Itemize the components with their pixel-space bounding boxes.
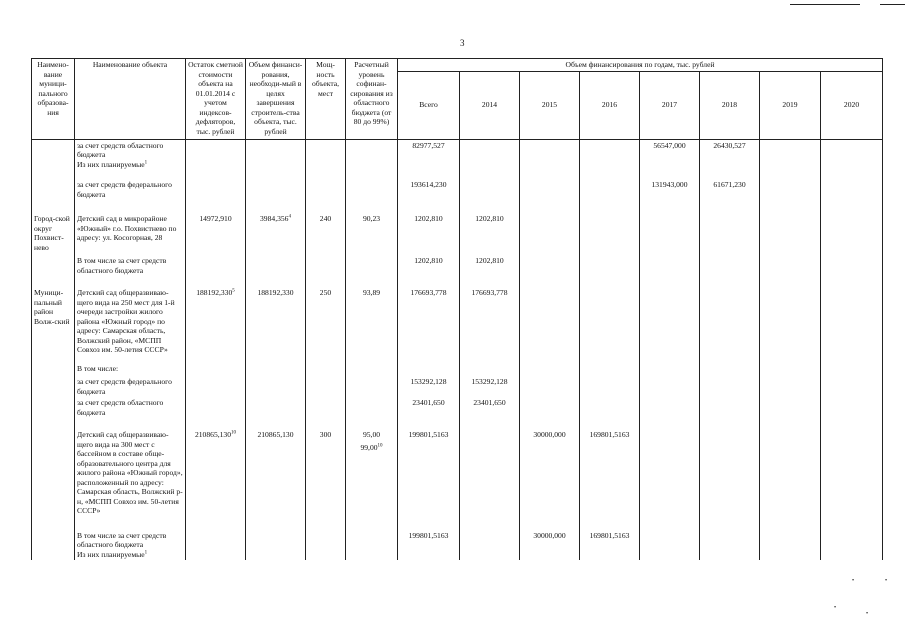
year-cell-2016 — [580, 356, 640, 375]
year-cell-2017 — [640, 517, 700, 561]
cofinancing-level-text: 93,89 — [362, 288, 381, 297]
municipality-cell — [32, 200, 75, 253]
year-cell-2016 — [580, 276, 640, 356]
municipality-cell-text: Муници-пальный район Волж-ский — [34, 288, 70, 326]
financing-volume-text: 210865,130 — [257, 430, 294, 439]
object-name-text: Детский сад общеразвиваю-щего вида на 300 мест с бассейном в составе обще-образовательного центра для жилого района «Южный город», расположенный по адресу: Самарская область, Волжский р-н, «МСПП Совхоз им. 50-летия СССР» — [77, 430, 183, 515]
object-name-text: за счет средств федерального бюджета — [77, 377, 172, 396]
year-cell-2014 — [460, 356, 520, 375]
top-rule-2 — [880, 4, 905, 5]
financing-volume-cell — [246, 200, 306, 253]
remaining-cost-text: 14972,910 — [199, 214, 232, 223]
header-by-years: Объем финансирования по годам, тыс. рублей — [398, 59, 883, 72]
total-cell — [398, 517, 460, 561]
remaining-cost-cell — [186, 200, 246, 253]
year-cell-2020 — [821, 356, 883, 375]
year-cell-2015 — [520, 253, 580, 276]
header-year: 2020 — [821, 71, 883, 139]
year-cell-2017 — [640, 170, 700, 200]
year-cell-2015-text: 30000,000 — [533, 530, 566, 540]
cofinancing-level-cell — [346, 253, 398, 276]
year-cell-2017 — [640, 276, 700, 356]
municipality-cell — [32, 356, 75, 375]
year-cell-2019 — [760, 276, 821, 356]
footnote-mark: 10 — [377, 442, 383, 448]
cofinancing-level-text: 95,00 — [362, 430, 381, 439]
header-capacity: Мощ-ность объекта, мест — [306, 59, 346, 140]
remaining-cost-cell — [186, 517, 246, 561]
planned-note: Из них планируемые — [77, 549, 145, 559]
total-cell-text: 23401,650 — [412, 398, 445, 407]
cofinancing-level-cell — [346, 170, 398, 200]
year-cell-2016-text: 169801,5163 — [589, 430, 630, 439]
header-year: 2014 — [460, 71, 520, 139]
capacity-cell-text: 300 — [319, 430, 332, 439]
object-name-text: Детский сад общеразвиваю-щего вида на 250 мест для 1-й очереди застройки жилого района «Южный город» по адресу: Самарская область, Волжский район, «МСПП Совхоз им. 50-летия СССР» — [77, 288, 175, 354]
cofinancing-level-alt — [348, 443, 395, 453]
object-name-cell — [75, 374, 186, 397]
year-cell-2019 — [760, 170, 821, 200]
year-cell-2016 — [580, 253, 640, 276]
cofinancing-level-cell — [346, 418, 398, 517]
total-cell-text: 1202,810 — [414, 214, 443, 223]
year-cell-2019 — [760, 356, 821, 375]
year-cell-2015-text: 30000,000 — [533, 430, 566, 439]
municipality-cell — [32, 374, 75, 397]
capacity-cell — [306, 139, 346, 170]
year-cell-2014 — [460, 374, 520, 397]
header-year: 2017 — [640, 71, 700, 139]
year-cell-2014 — [460, 418, 520, 517]
year-cell-2020 — [821, 200, 883, 253]
municipality-cell-text: Город-ской округ Похвист-нево — [34, 214, 70, 252]
header-year: 2018 — [700, 71, 760, 139]
year-cell-2014 — [460, 517, 520, 561]
year-cell-2014-text: 176693,778 — [471, 288, 508, 297]
cofinancing-level-cell — [346, 200, 398, 253]
year-cell-2014-text: 1202,810 — [475, 256, 504, 265]
financing-volume-cell — [246, 374, 306, 397]
year-cell-2014-text: 153292,128 — [471, 377, 508, 386]
year-cell-2017 — [640, 356, 700, 375]
object-name-text: В том числе за счет средств областного бюджета — [77, 256, 167, 275]
capacity-cell — [306, 397, 346, 418]
year-cell-2015 — [520, 170, 580, 200]
capacity-cell-text: 250 — [319, 288, 332, 297]
page-number: 3 — [460, 38, 465, 48]
scan-speck: • — [885, 578, 888, 584]
object-name-text: за счет средств областного бюджета — [77, 140, 164, 159]
table-row — [32, 139, 883, 170]
capacity-cell — [306, 418, 346, 517]
total-cell-text: 153292,128 — [410, 377, 447, 386]
total-cell-text: 82977,527 — [412, 140, 445, 150]
year-cell-2019 — [760, 139, 821, 170]
remaining-cost-cell — [186, 170, 246, 200]
year-cell-2018 — [700, 200, 760, 253]
year-cell-2018 — [700, 374, 760, 397]
header-remaining-cost: Остаток сметной стоимости объекта на 01.01.2014 с учетом индексов-дефляторов, тыс. рублей — [186, 59, 246, 140]
year-cell-2016 — [580, 397, 640, 418]
total-cell-text: 1202,810 — [414, 256, 443, 265]
year-cell-2020 — [821, 397, 883, 418]
scan-speck: • — [834, 605, 837, 611]
financing-volume-cell — [246, 253, 306, 276]
table-row — [32, 276, 883, 356]
object-name-cell — [75, 418, 186, 517]
year-cell-2014 — [460, 276, 520, 356]
object-name-cell — [75, 170, 186, 200]
year-cell-2020 — [821, 170, 883, 200]
object-name-text: за счет средств федерального бюджета — [77, 180, 172, 199]
table-row — [32, 253, 883, 276]
footnote-mark: 5 — [232, 288, 235, 294]
year-cell-2017 — [640, 397, 700, 418]
year-cell-2014-text: 1202,810 — [475, 214, 504, 223]
table-row — [32, 517, 883, 561]
year-cell-2014 — [460, 397, 520, 418]
municipality-cell — [32, 170, 75, 200]
capacity-cell — [306, 374, 346, 397]
financing-volume-cell — [246, 276, 306, 356]
total-cell — [398, 276, 460, 356]
object-name-text: за счет средств областного бюджета — [77, 398, 164, 417]
financing-volume-text: 188192,330 — [257, 288, 294, 297]
year-cell-2017-text: 131943,000 — [651, 180, 688, 189]
total-cell — [398, 418, 460, 517]
year-cell-2015 — [520, 200, 580, 253]
total-cell — [398, 253, 460, 276]
financing-volume-cell — [246, 356, 306, 375]
object-name-text: В том числе за счет средств областного бюджета — [77, 530, 167, 549]
municipality-cell — [32, 397, 75, 418]
remaining-cost-cell — [186, 397, 246, 418]
financing-volume-cell — [246, 517, 306, 561]
financing-table — [31, 58, 883, 560]
cofinancing-level-cell — [346, 276, 398, 356]
year-cell-2014 — [460, 139, 520, 170]
year-cell-2017 — [640, 253, 700, 276]
year-cell-2015 — [520, 374, 580, 397]
cofinancing-level-cell — [346, 374, 398, 397]
footnote-mark: 4 — [288, 214, 291, 220]
capacity-cell — [306, 170, 346, 200]
capacity-cell — [306, 276, 346, 356]
year-cell-2016-text: 169801,5163 — [589, 530, 630, 540]
year-cell-2017 — [640, 374, 700, 397]
financing-volume-cell — [246, 418, 306, 517]
year-cell-2019 — [760, 374, 821, 397]
year-cell-2017 — [640, 139, 700, 170]
year-cell-2016 — [580, 139, 640, 170]
year-cell-2015 — [520, 356, 580, 375]
financing-volume-text: 3984,356 — [260, 214, 289, 223]
remaining-cost-text: 210865,130 — [194, 430, 232, 439]
capacity-cell-text: 240 — [319, 214, 332, 223]
financing-volume-cell — [246, 139, 306, 170]
remaining-cost-cell — [186, 418, 246, 517]
year-cell-2015 — [520, 517, 580, 561]
year-cell-2015 — [520, 397, 580, 418]
year-cell-2017 — [640, 418, 700, 517]
year-cell-2020 — [821, 139, 883, 170]
municipality-cell — [32, 139, 75, 170]
header-total: Всего — [398, 71, 460, 139]
cofinancing-level-cell — [346, 397, 398, 418]
year-cell-2019 — [760, 517, 821, 561]
total-cell-text: 193614,230 — [410, 180, 447, 189]
planned-note: Из них планируемые — [77, 159, 145, 169]
total-cell — [398, 374, 460, 397]
year-cell-2018 — [700, 356, 760, 375]
year-cell-2019 — [760, 418, 821, 517]
header-municipality: Наимено-вание муници-пального образова-ния — [32, 59, 75, 140]
year-cell-2014 — [460, 200, 520, 253]
year-cell-2018-text: 61671,230 — [713, 180, 746, 189]
header-cofinancing-level: Расчетный уровень софинан-сирования из областного бюджета (от 80 до 99%) — [346, 59, 398, 140]
cofinancing-level-alt-text: 99,00 — [360, 442, 378, 452]
table-row — [32, 397, 883, 418]
financing-volume-cell — [246, 397, 306, 418]
header-object-name: Наименование объекта — [75, 59, 186, 140]
year-cell-2020 — [821, 276, 883, 356]
total-cell — [398, 397, 460, 418]
remaining-cost-cell — [186, 139, 246, 170]
footnote-mark: 1 — [144, 549, 148, 555]
year-cell-2018 — [700, 418, 760, 517]
table-row — [32, 374, 883, 397]
header-year: 2019 — [760, 71, 821, 139]
cofinancing-level-cell — [346, 356, 398, 375]
header-year: 2015 — [520, 71, 580, 139]
year-cell-2018 — [700, 397, 760, 418]
year-cell-2019 — [760, 253, 821, 276]
year-cell-2016 — [580, 517, 640, 561]
top-rule-1 — [790, 4, 860, 5]
total-cell — [398, 139, 460, 170]
year-cell-2020 — [821, 418, 883, 517]
year-cell-2014-text: 23401,650 — [473, 398, 506, 407]
total-cell-text: 176693,778 — [410, 288, 447, 297]
remaining-cost-text: 188192,330 — [196, 288, 233, 297]
object-name-cell — [75, 397, 186, 418]
object-name-text: В том числе: — [77, 363, 119, 373]
cofinancing-level-text: 90,23 — [362, 214, 381, 223]
scan-speck: • — [866, 611, 869, 617]
year-cell-2017-text: 56547,000 — [653, 140, 686, 150]
object-name-cell — [75, 276, 186, 356]
object-name-cell — [75, 253, 186, 276]
financing-volume-cell — [246, 170, 306, 200]
year-cell-2020 — [821, 374, 883, 397]
header-financing-volume: Объем финанси-рования, необходи-мый в целях завершения строитель-ства объекта, тыс. рублей — [246, 59, 306, 140]
year-cell-2018 — [700, 253, 760, 276]
total-cell-text: 199801,5163 — [408, 530, 449, 540]
year-cell-2014 — [460, 170, 520, 200]
cofinancing-level-cell — [346, 139, 398, 170]
remaining-cost-cell — [186, 374, 246, 397]
municipality-cell — [32, 418, 75, 517]
year-cell-2018 — [700, 170, 760, 200]
footnote-mark: 1 — [144, 159, 148, 165]
table-row — [32, 170, 883, 200]
year-cell-2019 — [760, 397, 821, 418]
year-cell-2015 — [520, 418, 580, 517]
remaining-cost-cell — [186, 276, 246, 356]
year-cell-2018 — [700, 276, 760, 356]
remaining-cost-cell — [186, 253, 246, 276]
year-cell-2020 — [821, 517, 883, 561]
table-row — [32, 200, 883, 253]
table-row — [32, 418, 883, 517]
capacity-cell — [306, 253, 346, 276]
object-name-text: Детский сад в микрорайоне «Южный» г.о. Похвистнево по адресу: ул. Косогорная, 28 — [77, 214, 177, 242]
footnote-mark: 10 — [231, 430, 237, 436]
year-cell-2015 — [520, 276, 580, 356]
capacity-cell — [306, 356, 346, 375]
municipality-cell — [32, 517, 75, 561]
total-cell — [398, 200, 460, 253]
year-cell-2018 — [700, 517, 760, 561]
year-cell-2018 — [700, 139, 760, 170]
total-cell — [398, 170, 460, 200]
year-cell-2020 — [821, 253, 883, 276]
municipality-cell — [32, 276, 75, 356]
capacity-cell — [306, 200, 346, 253]
municipality-cell — [32, 253, 75, 276]
table-row — [32, 356, 883, 375]
year-cell-2014 — [460, 253, 520, 276]
total-cell-text: 199801,5163 — [408, 430, 449, 439]
year-cell-2018-text: 26430,527 — [713, 140, 746, 150]
cofinancing-level-cell — [346, 517, 398, 561]
total-cell — [398, 356, 460, 375]
year-cell-2016 — [580, 374, 640, 397]
remaining-cost-cell — [186, 356, 246, 375]
object-name-cell — [75, 200, 186, 253]
year-cell-2016 — [580, 418, 640, 517]
year-cell-2016 — [580, 200, 640, 253]
year-cell-2016 — [580, 170, 640, 200]
object-name-cell — [75, 356, 186, 375]
year-cell-2017 — [640, 200, 700, 253]
scan-speck: • — [852, 578, 855, 584]
year-cell-2019 — [760, 200, 821, 253]
header-year: 2016 — [580, 71, 640, 139]
year-cell-2015 — [520, 139, 580, 170]
object-name-cell — [75, 517, 186, 561]
capacity-cell — [306, 517, 346, 561]
object-name-cell — [75, 139, 186, 170]
